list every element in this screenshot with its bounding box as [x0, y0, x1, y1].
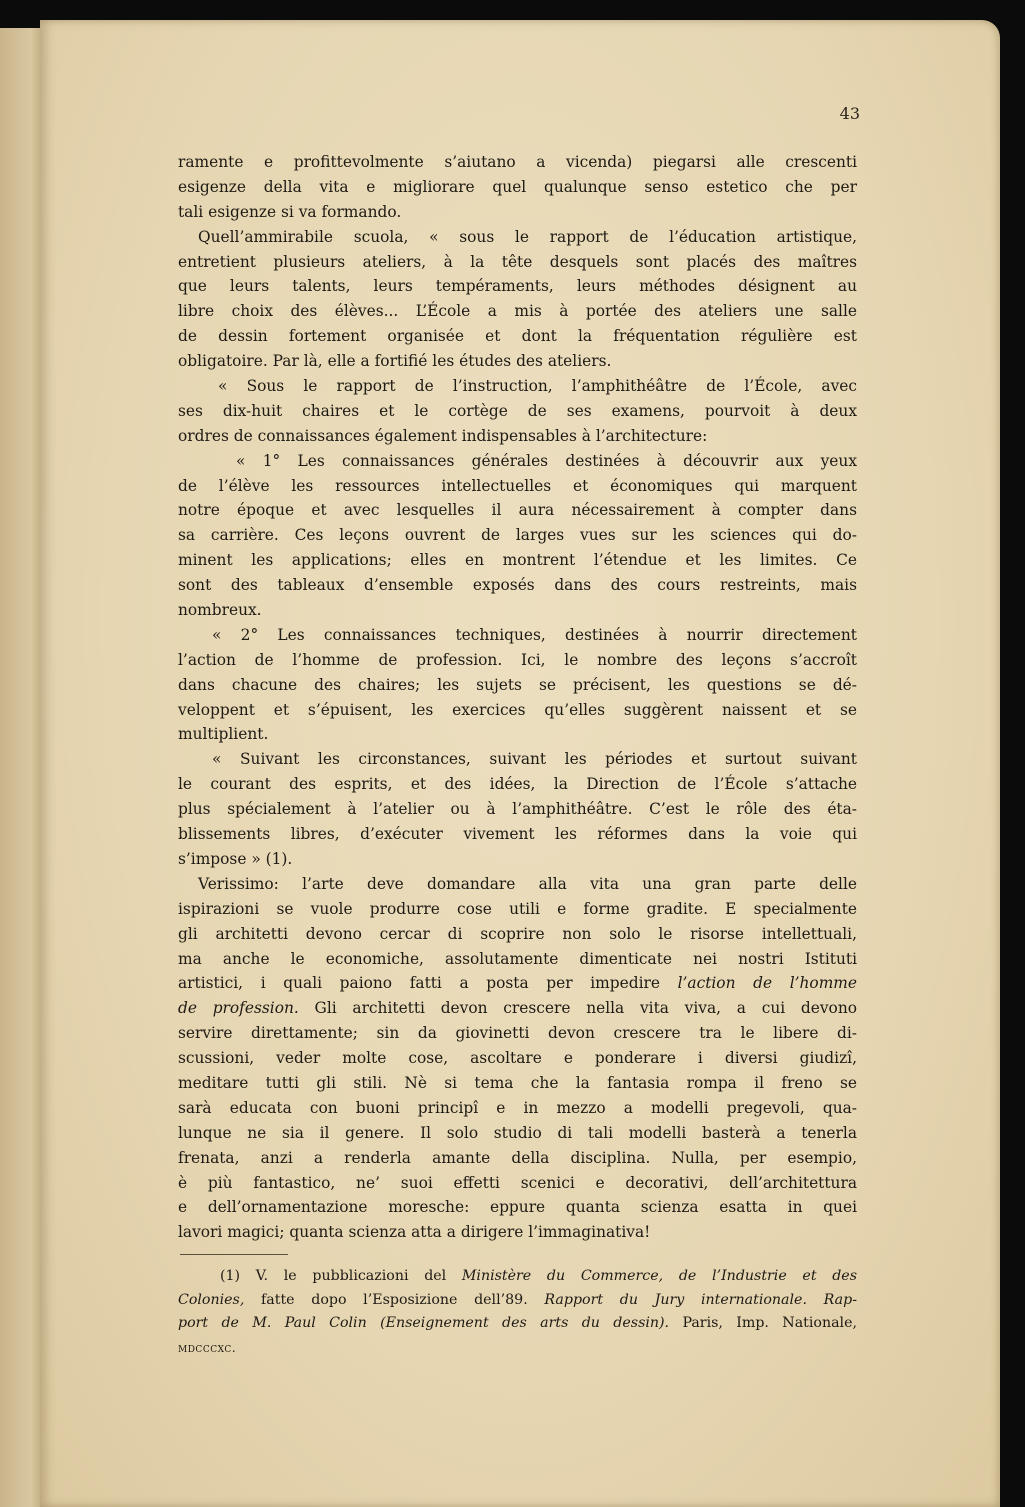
text-line: de l’élève les ressources intellectuelles et économiques qui marquent: [178, 476, 857, 495]
italic-phrase: l’action de l’homme: [677, 974, 857, 993]
text-line: sa carrière. Ces leçons ouvrent de larges vues sur les sciences qui do-: [178, 526, 857, 545]
text-line: l’action de l’homme de profession. Ici, le nombre des leçons s’accroît: [178, 650, 857, 669]
text-segment: (1) V. le pubblicazioni del: [220, 1268, 462, 1284]
text-line: le courant des esprits, et des idées, la Direction de l’École s’attache: [178, 775, 857, 794]
text-line: servire direttamente; sin da giovinetti devon crescere tra le libere di-: [178, 1024, 857, 1043]
text-line: dans chacune des chaires; les sujets se précisent, les questions se dé-: [178, 675, 857, 694]
text-line: que leurs talents, leurs tempéraments, leurs méthodes désignent au: [178, 277, 857, 296]
footnote-line: [178, 1312, 857, 1336]
text-line: scussioni, veder molte cose, ascoltare e ponderare i diversi giudizî,: [178, 1049, 857, 1068]
text-line: « Suivant les circonstances, suivant les périodes et surtout suivant: [212, 750, 857, 769]
text-line: sarà educata con buoni principî e in mezzo a modelli pregevoli, qua-: [178, 1098, 857, 1117]
text-line: frenata, anzi a renderla amante della disciplina. Nulla, per esempio,: [178, 1148, 857, 1167]
text-line: notre époque et avec lesquelles il aura nécessairement à compter dans: [178, 501, 857, 520]
italic-phrase: Ministère du Commerce, de l’Industrie et des: [461, 1268, 857, 1284]
text-segment: fatte dopo l’Esposizione dell’89.: [244, 1291, 545, 1308]
text-line: plus spécialement à l’atelier ou à l’amphithéâtre. C’est le rôle des éta-: [178, 800, 857, 819]
text-line: « Sous le rapport de l’instruction, l’amphithéâtre de l’École, avec: [218, 377, 857, 396]
footnote-line: [178, 1265, 857, 1289]
italic-phrase: Colonies,: [178, 1291, 245, 1308]
text-segment: Paris, Imp. Nationale,: [669, 1315, 857, 1332]
text-line: « 2° Les connaissances techniques, destinées à nourrir directement: [212, 625, 857, 644]
footnote: [178, 1265, 857, 1359]
text-line: Verissimo: l’arte deve domandare alla vita una gran parte delle: [198, 874, 857, 893]
text-line: [178, 996, 857, 1021]
text-line: multiplient.: [178, 725, 269, 744]
text-line: gli architetti devono cercar di scoprire non solo le risorse intellettuali,: [178, 924, 857, 943]
italic-phrase: Rapport du Jury internationale. Rap-: [544, 1291, 857, 1308]
text-segment: artistici, i quali paiono fatti a posta per impedire: [178, 974, 678, 993]
text-line: esigenze della vita e migliorare quel qualunque senso estetico che per: [178, 177, 857, 196]
text-line: nombreux.: [178, 601, 262, 620]
text-line: ma anche le economiche, assolutamente dimenticate nei nostri Istituti: [178, 949, 857, 968]
text-line: veloppent et s’épuisent, les exercices qu’elles suggèrent naissent et se: [178, 700, 857, 719]
body-text: [178, 150, 857, 1245]
previous-page-edge: [0, 28, 44, 1507]
text-line: « 1° Les connaissances générales destinées à découvrir aux yeux: [236, 451, 857, 470]
text-line: è più fantastico, ne’ suoi effetti scenici e decorativi, dell’architettura: [178, 1173, 857, 1192]
text-line: s’impose » (1).: [178, 849, 293, 868]
text-line: e dell’ornamentazione moresche: eppure quanta scienza esatta in quei: [178, 1198, 857, 1217]
text-segment: Gli architetti devon crescere nella vita viva, a cui devono: [298, 999, 858, 1018]
text-line: obligatoire. Par là, elle a fortifié les études des ateliers.: [178, 352, 612, 371]
text-line: minent les applications; elles en montrent l’étendue et les limites. Ce: [178, 551, 857, 570]
text-line: ordres de connaissances également indispensables à l’architecture:: [178, 426, 708, 445]
text-line: libre choix des élèves... L’École a mis à portée des ateliers une salle: [178, 302, 857, 321]
text-line: [178, 971, 857, 996]
footnote-line: [178, 1336, 857, 1360]
text-line: lunque ne sia il genere. Il solo studio di tali modelli basterà a tenerla: [178, 1123, 857, 1142]
text-line: Quell’ammirabile scuola, « sous le rapport de l’éducation artistique,: [198, 227, 857, 246]
italic-phrase: de profession.: [178, 999, 299, 1018]
text-line: lavori magici; quanta scienza atta a dirigere l’immaginativa!: [178, 1223, 651, 1242]
footnote-divider: [180, 1254, 288, 1255]
text-line: blissements libres, d’exécuter vivement les réformes dans la voie qui: [178, 825, 857, 844]
text-line: sont des tableaux d’ensemble exposés dans des cours restreints, mais: [178, 576, 857, 595]
footnote-line: [178, 1289, 857, 1313]
text-line: ispirazioni se vuole produrre cose utili e forme gradite. E specialmente: [178, 899, 857, 918]
text-line: meditare tutti gli stili. Nè si tema che la fantasia rompa il freno se: [178, 1073, 857, 1092]
roman-date: mdcccxc.: [178, 1339, 237, 1355]
italic-phrase: port de M. Paul Colin (Enseignement des arts du dessin).: [178, 1315, 670, 1332]
page-number: 43: [839, 104, 860, 123]
text-line: entretient plusieurs ateliers, à la tête desquels sont placés des maîtres: [178, 252, 857, 271]
text-line: ses dix-huit chaires et le cortège de ses examens, pourvoit à deux: [178, 401, 857, 420]
text-line: de dessin fortement organisée et dont la fréquentation régulière est: [178, 327, 857, 346]
text-line: tali esigenze si va formando.: [178, 202, 402, 221]
text-line: ramente e profittevolmente s’aiutano a vicenda) piegarsi alle crescenti: [178, 153, 857, 171]
